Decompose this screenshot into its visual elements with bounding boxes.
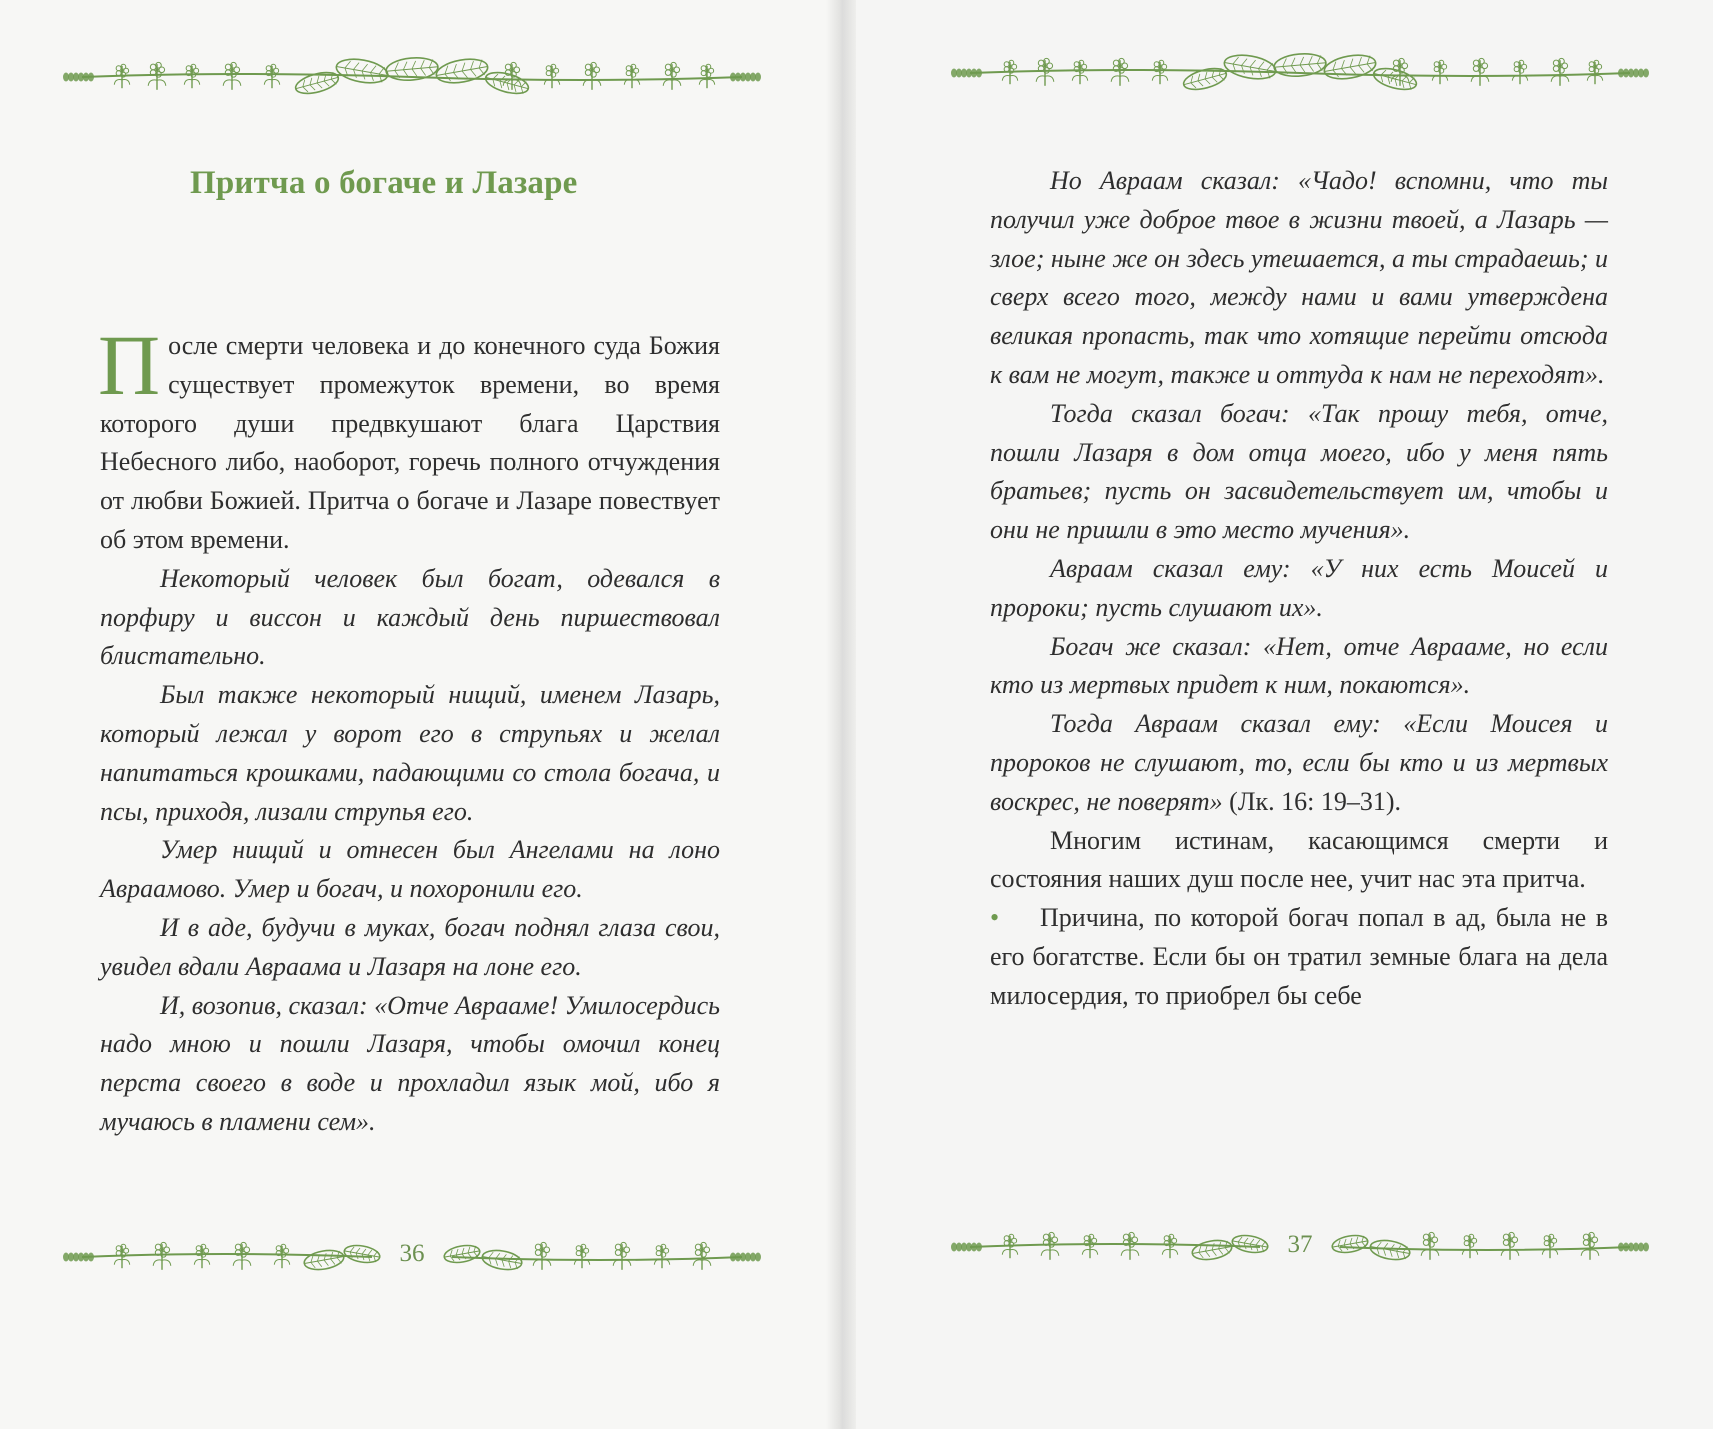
bible-reference: (Лк. 16: 19–31). [1222, 786, 1401, 816]
drop-cap: П [98, 317, 161, 413]
chapter-title: Притча о богаче и Лазаре [190, 165, 578, 201]
left-page-text [98, 317, 720, 1142]
page-number-left: 36 [399, 1240, 425, 1267]
scripture-paragraph: Умер нищий и отнесен был Ангелами на лоно Авраамово. Умер и богач, и похоронили его. [100, 835, 720, 904]
scripture-paragraph: И в аде, будучи в муках, богач поднял глаза свои, увидел вдали Авраама и Лазаря на лоне его. [100, 912, 720, 981]
scripture-paragraph: Авраам сказал ему: «У них есть Моисей и пророки; пусть слушают их». [990, 553, 1608, 622]
bullet-icon: • [990, 903, 1000, 933]
bullet-paragraph [990, 899, 1608, 1015]
bullet-text: Причина, по которой богач попал в ад, была не в его богатстве. Если бы он тратил земные блага на дела милосердия, то приобрел бы себе [990, 903, 1608, 1010]
scripture-paragraph-with-reference [990, 705, 1608, 821]
scripture-paragraph: Тогда сказал богач: «Так прошу тебя, отче, пошли Лазаря в дом отца моего, ибо у меня пять братьев; пусть он засвидетельствует им, чтобы и они не пришли в это место мучения». [990, 398, 1608, 545]
scripture-paragraph: Некоторый человек был богат, одевался в порфиру и виссон и каждый день пиршествовал блистательно. [100, 563, 720, 671]
commentary-paragraph: Многим истинам, касающимся смерти и состояния наших душ после нее, учит нас эта притча. [990, 825, 1608, 894]
scripture-paragraph: Но Авраам сказал: «Чадо! вспомни, что ты получил уже доброе твое в жизни твоей, а Лазарь — злое; ныне же он здесь утешается, а ты страдаешь; и сверх всего того, между нами и вами утверждена великая пропасть, так что хотящие перейти отсюда к вам не могут, также и оттуда к нам не переходят». [990, 166, 1609, 389]
scripture-text: Тогда Авраам сказал ему: «Если Моисея и пророков не слушают, то, если бы кто и из мертвых воскрес, не поверят» [990, 709, 1608, 816]
scripture-paragraph: Был также некоторый нищий, именем Лазарь, который лежал у ворот его в струпьях и желал напитаться крошками, падающими со стола богача, и псы, приходя, лизали струпья его. [100, 680, 720, 826]
scripture-paragraph: И, возопив, сказал: «Отче Аврааме! Умилосердись надо мною и пошли Лазаря, чтобы омочил конец перста своего в воде и прохладил язык мой, ибо я мучаюсь в пламени сем». [100, 990, 720, 1136]
scripture-paragraph: Богач же сказал: «Нет, отче Аврааме, но если кто из мертвых придет к ним, покаются». [990, 631, 1608, 700]
intro-text: осле смерти человека и до конечного суда Божия существует промежуток времени, во время которого души предвкушают блага Царствия Небесного либо, наоборот, горечь полного отчуждения от любви Божией. Притча о богаче и Лазаре повествует об этом времени. [100, 331, 720, 554]
floral-ornament-top-right [950, 48, 1650, 98]
book-gutter [826, 0, 856, 1429]
page-number-right: 37 [1287, 1231, 1313, 1258]
right-page-text [990, 162, 1608, 1016]
intro-paragraph [98, 317, 720, 560]
floral-ornament-top-left [62, 52, 762, 102]
